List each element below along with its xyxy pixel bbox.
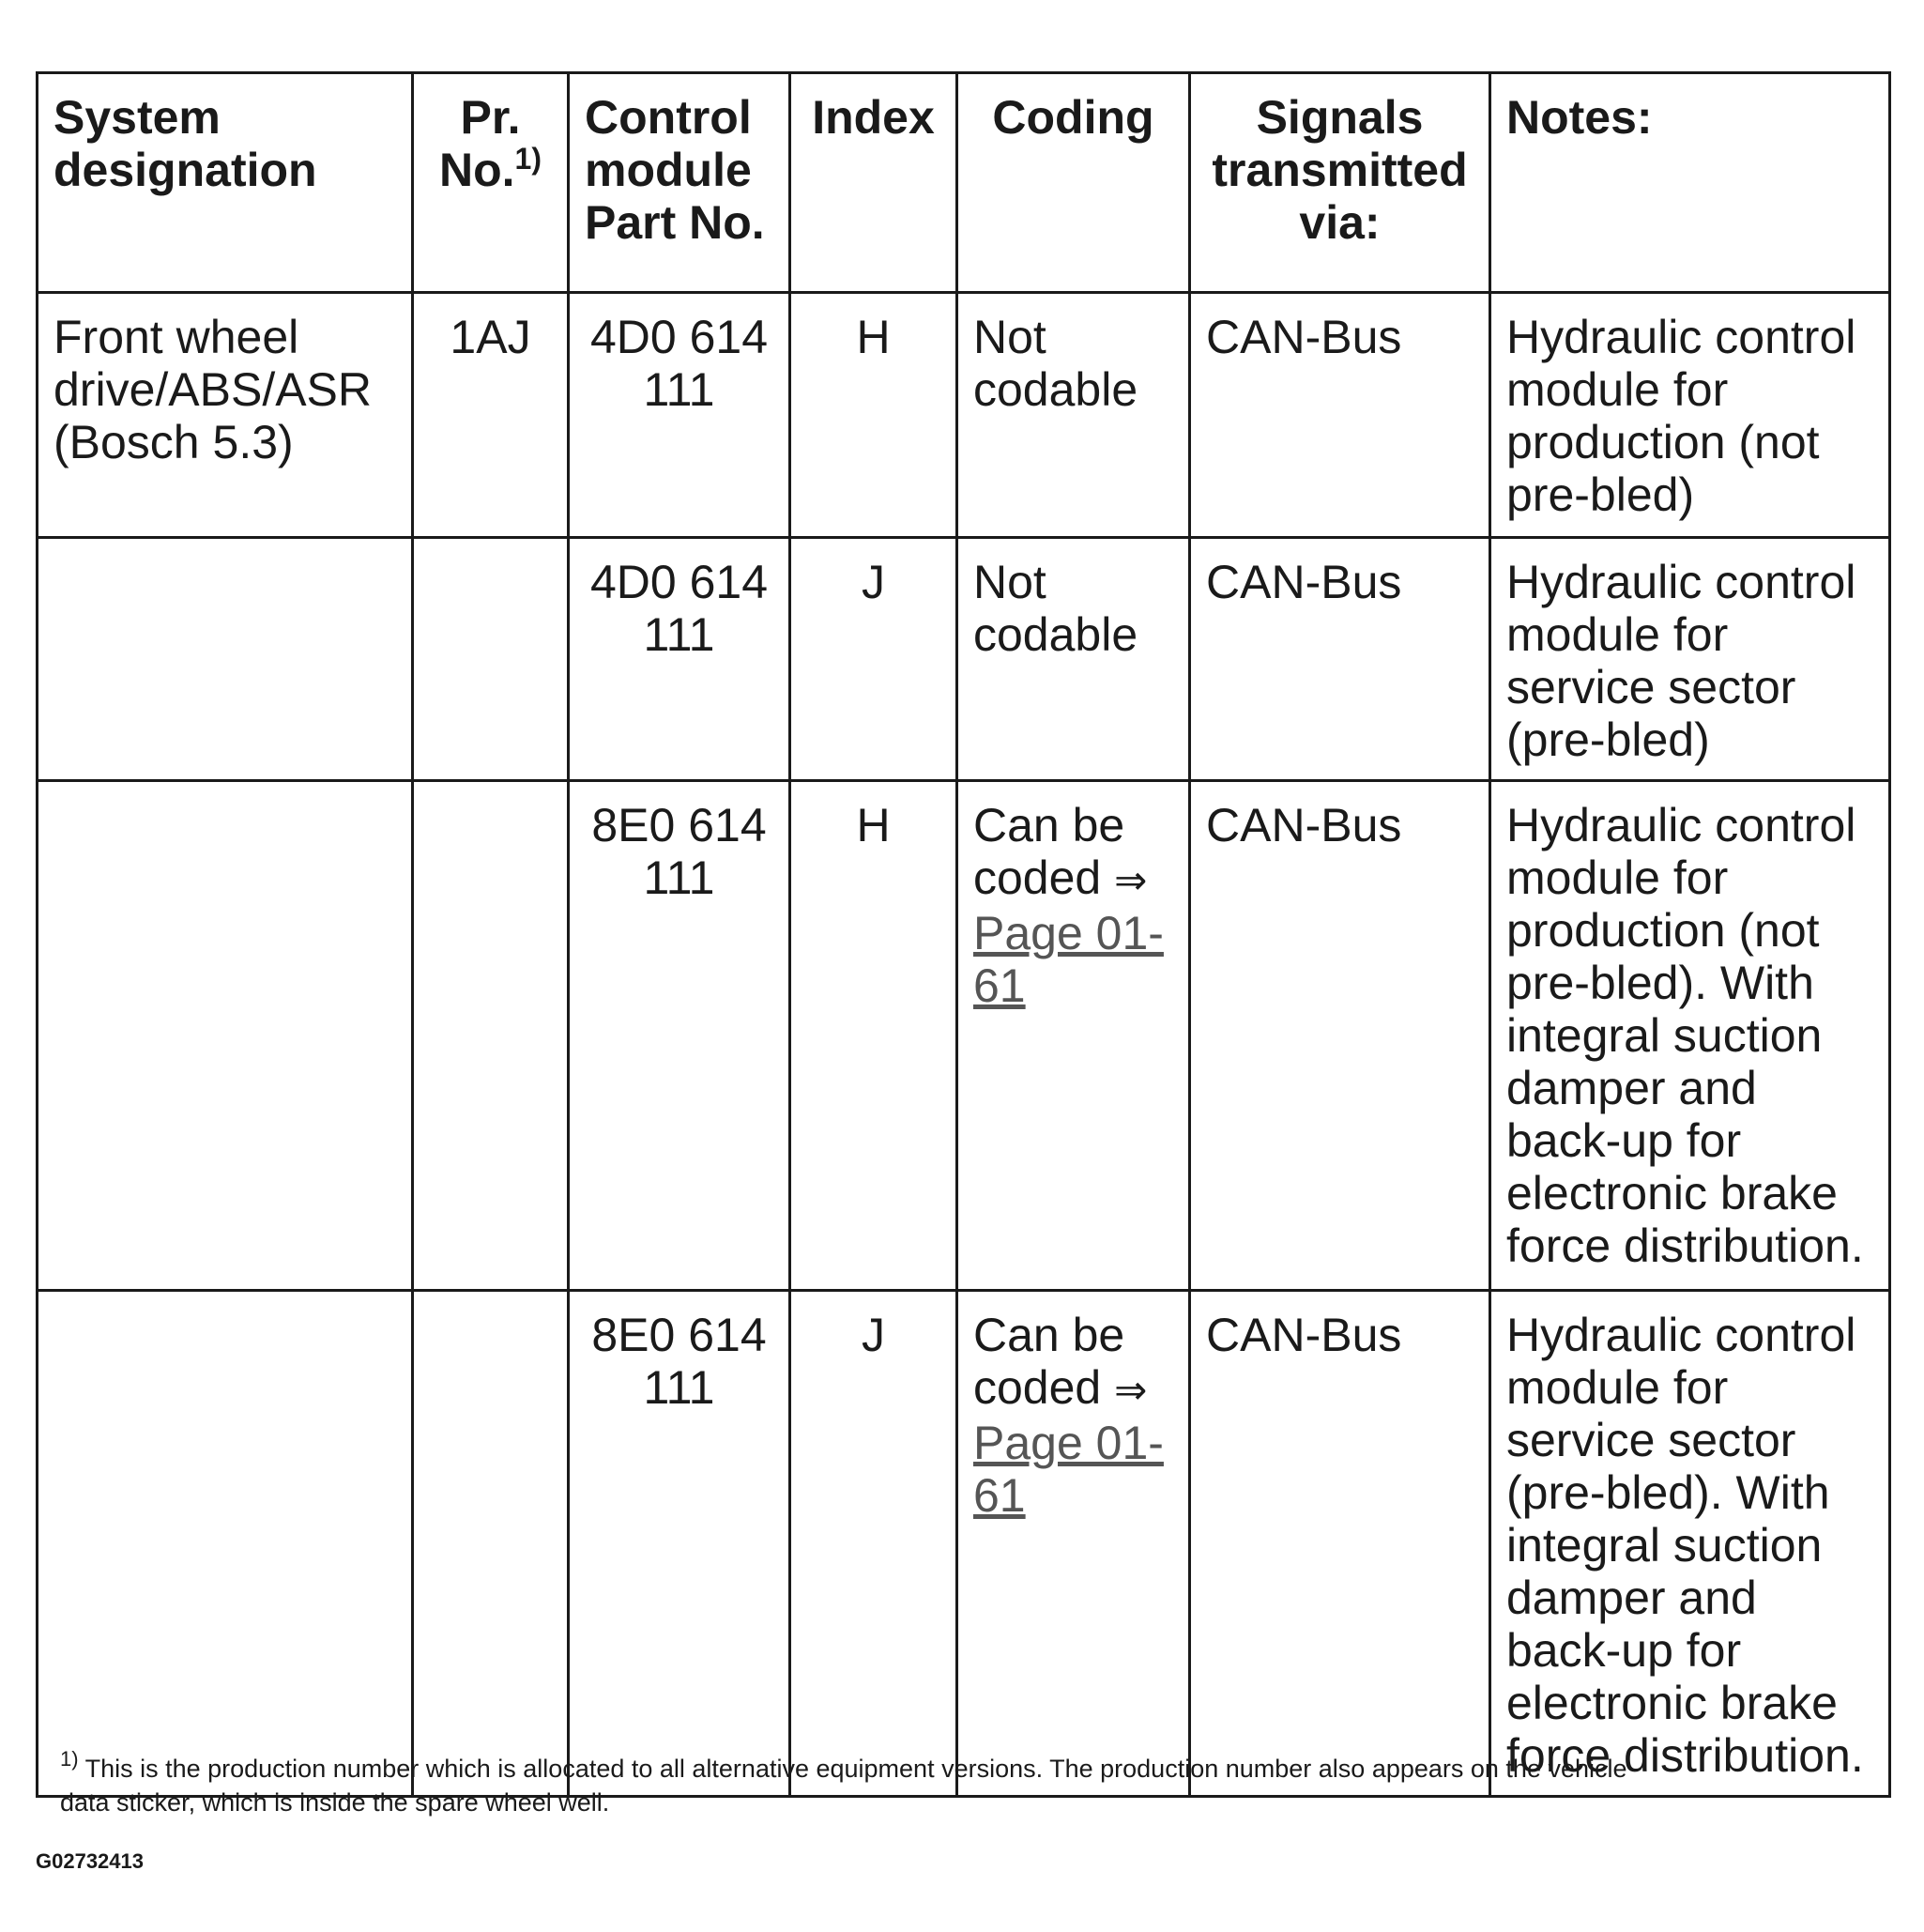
- coding-text: Can be coded: [973, 799, 1125, 904]
- header-signals-transmitted-via: Signals transmitted via:: [1190, 73, 1490, 293]
- cell-signals: CAN-Bus: [1190, 781, 1490, 1291]
- part-no-line2: 111: [643, 363, 715, 416]
- header-control-module-part-no: Control module Part No.: [569, 73, 790, 293]
- part-no-line1: 8E0 614: [591, 799, 767, 851]
- header-notes: Notes:: [1490, 73, 1890, 293]
- cell-coding: [957, 1291, 1190, 1797]
- cell-signals: CAN-Bus: [1190, 293, 1490, 538]
- cell-pr-no: [413, 538, 569, 781]
- table-row: [38, 538, 1890, 781]
- cell-notes: Hydraulic control module for production (not pre-bled). With integral suction damper and back-up for electronic brake force distribution.: [1490, 781, 1890, 1291]
- cell-index: H: [790, 781, 957, 1291]
- header-pr-no-footnote-marker: 1): [514, 142, 542, 176]
- cell-pr-no: [413, 781, 569, 1291]
- part-no-line2: 111: [643, 1361, 715, 1414]
- header-pr-no: [413, 73, 569, 293]
- cell-system-designation: [38, 781, 413, 1291]
- cell-index: H: [790, 293, 957, 538]
- header-index: Index: [790, 73, 957, 293]
- part-no-line1: 8E0 614: [591, 1309, 767, 1361]
- part-no-line1: 4D0 614: [589, 311, 769, 363]
- table-row: [38, 1291, 1890, 1797]
- footnote-marker: 1): [60, 1747, 79, 1771]
- cell-index: J: [790, 538, 957, 781]
- cell-part-no: [569, 1291, 790, 1797]
- cell-system-designation: [38, 1291, 413, 1797]
- cell-signals: CAN-Bus: [1190, 538, 1490, 781]
- right-arrow-icon: ⇒: [1114, 1367, 1148, 1413]
- cell-pr-no: [413, 1291, 569, 1797]
- cell-system-designation: [38, 538, 413, 781]
- part-no-line2: 111: [643, 851, 715, 904]
- header-coding: Coding: [957, 73, 1190, 293]
- footnote-text: This is the production number which is allocated to all alternative equipment versions. The production number also appears on the vehicle data sticker, which is inside the spare wheel well.: [60, 1755, 1627, 1817]
- spec-table: [36, 71, 1891, 1798]
- cell-part-no: [569, 538, 790, 781]
- cell-system-designation: Front wheel drive/ABS/ASR (Bosch 5.3): [38, 293, 413, 538]
- page-reference-link[interactable]: Page 01-61: [973, 907, 1164, 1012]
- cell-notes: Hydraulic control module for service sector (pre-bled): [1490, 538, 1890, 781]
- header-pr-no-label: Pr. No.: [439, 91, 521, 196]
- header-system-designation: System designation: [38, 73, 413, 293]
- cell-coding: Not codable: [957, 538, 1190, 781]
- cell-pr-no: 1AJ: [413, 293, 569, 538]
- cell-index: J: [790, 1291, 957, 1797]
- cell-part-no: [569, 781, 790, 1291]
- cell-coding: [957, 781, 1190, 1291]
- cell-notes: Hydraulic control module for service sector (pre-bled). With integral suction damper and back-up for electronic brake force distribution.: [1490, 1291, 1890, 1797]
- part-no-line2: 111: [643, 608, 715, 661]
- footnote: [60, 1747, 1656, 1819]
- cell-part-no: [569, 293, 790, 538]
- part-no-line1: 4D0 614: [589, 556, 769, 608]
- coding-text: Can be coded: [973, 1309, 1125, 1414]
- header-row: [38, 73, 1890, 293]
- figure-id: G02732413: [36, 1849, 144, 1873]
- table-row: [38, 781, 1890, 1291]
- table-row: [38, 293, 1890, 538]
- page-reference-link[interactable]: Page 01-61: [973, 1417, 1164, 1522]
- right-arrow-icon: ⇒: [1114, 857, 1148, 903]
- cell-coding: Not codable: [957, 293, 1190, 538]
- cell-signals: CAN-Bus: [1190, 1291, 1490, 1797]
- cell-notes: Hydraulic control module for production (not pre-bled): [1490, 293, 1890, 538]
